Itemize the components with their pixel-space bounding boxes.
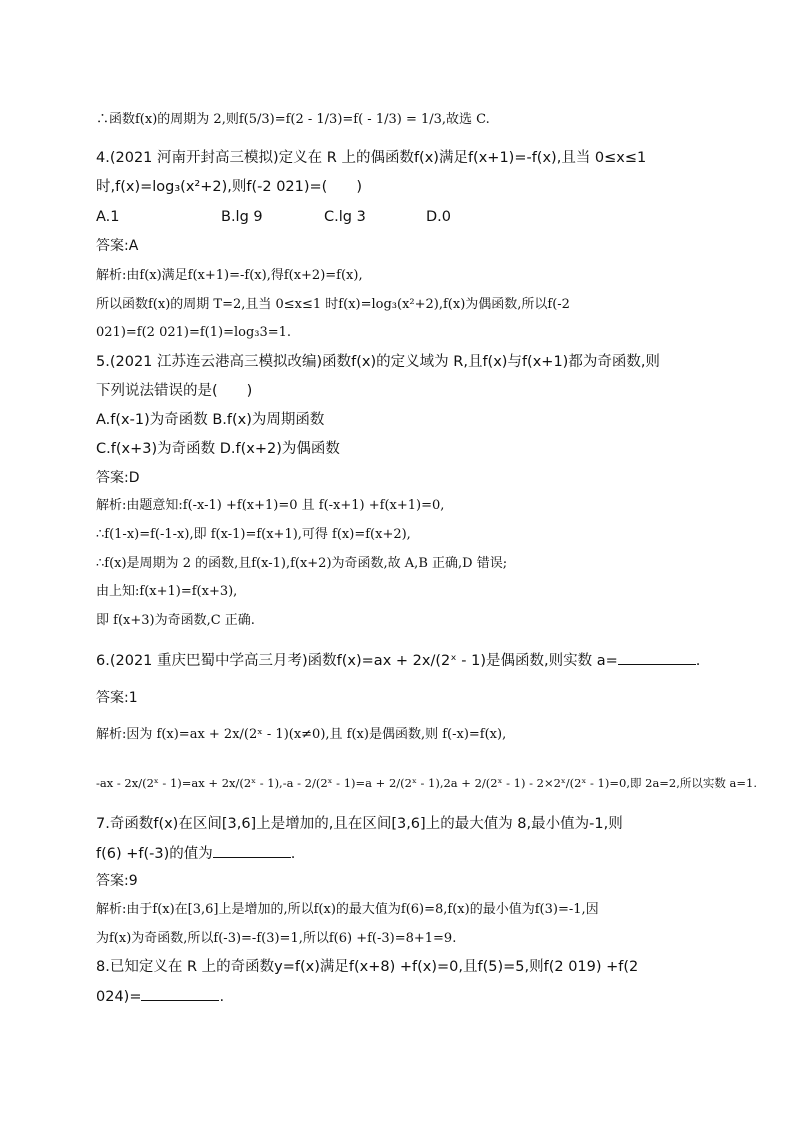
end-dot: .: [290, 846, 296, 862]
solution-5-line-2: ∴f(1-x)=f(-1-x),即 f(x-1)=f(x+1),可得 f(x)=f(x+2),: [96, 527, 411, 542]
question-5-line-1: 5.(2021 江苏连云港高三模拟改编)函数f(x)的定义域为 R,且f(x)与f(x+1)都为奇函数,则: [96, 354, 660, 370]
question-7-text: f(6) +f(-3)的值为: [96, 846, 213, 862]
solution-4-line-1: 解析:由f(x)满足f(x+1)=-f(x),得f(x+2)=f(x),: [96, 268, 363, 283]
solution-4-line-2: 所以函数f(x)的周期 T=2,且当 0≤x≤1 时f(x)=log₃(x²+2),f(x)为偶函数,所以f(-2: [96, 297, 570, 312]
answer-blank: [618, 650, 696, 665]
answer-6: 答案:1: [96, 690, 138, 706]
question-5-options-cd: C.f(x+3)为奇函数 D.f(x+2)为偶函数: [96, 441, 340, 457]
end-dot: .: [219, 989, 225, 1005]
question-8-line-2: [96, 986, 224, 1007]
solution-6-line-2: -ax - 2x/(2ˣ - 1)=ax + 2x/(2ˣ - 1),-a - 2/(2ˣ - 1)=a + 2/(2ˣ - 1),2a + 2/(2ˣ - 1) - 2×2ˣ/(2ˣ - 1)=0,即 2a=2,所以实数 a=1.: [96, 776, 758, 790]
question-8-text: 024)=: [96, 989, 142, 1005]
end-dot: .: [695, 653, 701, 669]
answer-blank: [213, 843, 291, 858]
option-b: B.lg 9: [221, 209, 263, 225]
question-7-line-2: [96, 843, 295, 864]
option-a: A.1: [96, 209, 120, 225]
solution-7-line-2: 为f(x)为奇函数,所以f(-3)=-f(3)=1,所以f(6) +f(-3)=8+1=9.: [96, 931, 457, 946]
question-5-line-2: 下列说法错误的是( ): [96, 383, 253, 399]
solution-5-line-4: 由上知:f(x+1)=f(x+3),: [96, 584, 238, 599]
question-4-line-1: 4.(2021 河南开封高三模拟)定义在 R 上的偶函数f(x)满足f(x+1)=-f(x),且当 0≤x≤1: [96, 150, 647, 166]
question-4-line-2: 时,f(x)=log₃(x²+2),则f(-2 021)=( ): [96, 179, 362, 195]
answer-5: 答案:D: [96, 470, 140, 486]
question-7-line-1: 7.奇函数f(x)在区间[3,6]上是增加的,且在区间[3,6]上的最大值为 8,最小值为-1,则: [96, 816, 623, 832]
option-d: D.0: [426, 209, 451, 225]
question-5-options-ab: A.f(x-1)为奇函数 B.f(x)为周期函数: [96, 412, 325, 428]
question-6-text: 6.(2021 重庆巴蜀中学高三月考)函数f(x)=ax + 2x/(2ˣ - 1)是偶函数,则实数 a=: [96, 653, 618, 669]
solution-4-line-3: 021)=f(2 021)=f(1)=log₃3=1.: [96, 325, 292, 340]
solution-5-line-5: 即 f(x+3)为奇函数,C 正确.: [96, 613, 255, 628]
option-c: C.lg 3: [324, 209, 366, 225]
question-6: [96, 650, 700, 671]
question-8-line-1: 8.已知定义在 R 上的奇函数y=f(x)满足f(x+8) +f(x)=0,且f(5)=5,则f(2 019) +f(2: [96, 959, 639, 975]
solution-5-line-1: 解析:由题意知:f(-x-1) +f(x+1)=0 且 f(-x+1) +f(x+1)=0,: [96, 498, 445, 513]
solution-5-line-3: ∴f(x)是周期为 2 的函数,且f(x-1),f(x+2)为奇函数,故 A,B 正确,D 错误;: [96, 556, 508, 571]
line-1: ∴函数f(x)的周期为 2,则f(5/3)=f(2 - 1/3)=f( - 1/3) = 1/3,故选 C.: [96, 112, 490, 127]
solution-6-line-1: 解析:因为 f(x)=ax + 2x/(2ˣ - 1)(x≠0),且 f(x)是偶函数,则 f(-x)=f(x),: [96, 727, 507, 742]
answer-7: 答案:9: [96, 873, 138, 889]
solution-7-line-1: 解析:由于f(x)在[3,6]上是增加的,所以f(x)的最大值为f(6)=8,f(x)的最小值为f(3)=-1,因: [96, 902, 599, 917]
answer-4: 答案:A: [96, 238, 139, 254]
answer-blank: [141, 986, 219, 1001]
